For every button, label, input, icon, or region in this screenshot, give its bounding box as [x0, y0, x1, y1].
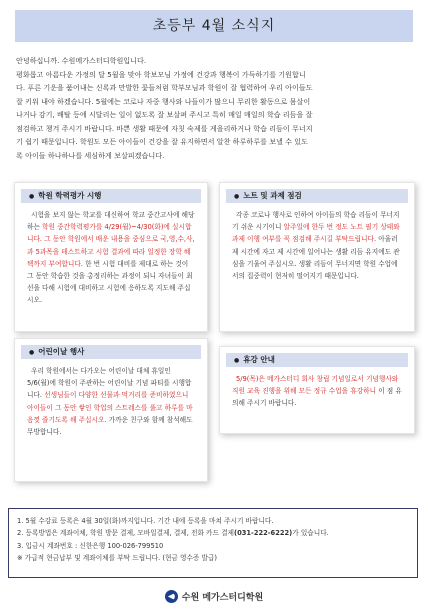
intro-line: 록 아이들 하나하나를 세심하게 보살피겠습니다. — [16, 150, 165, 160]
intro-line: 다. 푸른 기운을 품어내는 신록과 만발한 꽃들처럼 학부모님과 학원이 잘 협력하여 우리 아이들도 — [16, 83, 313, 92]
footer-brand-name: 수원 메가스터디학원 — [181, 593, 264, 603]
intro-paragraph — [12, 54, 416, 162]
notice-line — [17, 527, 409, 539]
holiday-text: 이 점 유의해 주시기 바랍니다. — [232, 387, 402, 408]
childrens-day-highlight: 선생님들이 다양한 선물과 먹거리를 준비하였으니 아이들이 그 동안 쌓인 학업의 스트레스를 풀고 하루를 마음껏 즐기도록 해 주십시오. — [27, 391, 193, 424]
intro-line: 평화롭고 아름다운 가정의 달 5월을 맞아 학보모님 가정에 건강과 행복이 가득하기를 기원합니 — [16, 69, 306, 79]
exam-text-2: 한 번 시험 대비를 제대로 하는 것이 그 동안 학습한 것을 총정리하는 과정이 되니 자녀들이 최선을 다해 시험에 대비하고 시험에 응하도록 지도해 주십시오. — [27, 259, 193, 305]
notice-phone: (031-222-6222) — [234, 529, 293, 538]
notice-line: 3. 입금시 계좌번호 : 신한은행 100-026-799510 — [17, 541, 164, 550]
childrens-day-card-body — [15, 359, 207, 438]
exam-card-header — [21, 189, 201, 203]
holiday-card-header — [226, 353, 408, 367]
holiday-highlight: 5/9(목)은 메가스터디 회사 창립 기념일로서 기념행사와 직원 교육 진행을 위해 모든 정규 수업을 휴강하니 — [232, 375, 399, 396]
notice-line: 1. 5월 수강료 등록은 4월 30일(화)까지입니다. 기간 내에 등록을 마쳐 주시기 바랍니다. — [17, 517, 274, 525]
homework-card-header — [226, 189, 408, 203]
childrens-day-card — [14, 338, 208, 482]
holiday-card — [219, 346, 415, 434]
notice-line-text: 2. 등록방법은 계좌이체, 학원 방문 결제, 모바일결제, 결제, 전화 카드 결제 — [17, 529, 235, 538]
exam-highlight: 학원 중간학력평가를 4/29(월)~4/30(화)에 실시합니다. 그 동안 학원에서 배운 내용을 중심으로 국,영,수,사,과 5과목을 테스트하고 시험 결과에 따라 일정한 장학 혜택까지 부여합니다. — [27, 223, 195, 268]
childrens-day-card-title: 어린이날 행사 — [38, 347, 85, 356]
bullet-icon: ● — [29, 349, 35, 356]
footer-brand — [0, 588, 428, 608]
notice-box — [8, 508, 418, 578]
homework-highlight: 알주일에 한두 번 정도 노트 필기 상태와 과제 이행 여부를 꼭 점검해 주시길 부탁드립니다. — [232, 223, 400, 244]
exam-card-body — [15, 203, 207, 307]
homework-text-2: 아울러 제 시간에 자고 제 시간에 일어나는 생활 리듬 유지에도 관심을 기울여 주십시오. 생활 리듬이 무너지면 학원 수업에서의 집중력이 현저히 떨어지기 때문입니다. — [232, 235, 400, 281]
intro-line: 잘 키워 내야 하겠습니다. 5월에는 코로나 자중 행사와 나들이가 많으니 무리한 활동으로 몸살이 — [16, 96, 311, 106]
homework-card-body — [220, 203, 414, 282]
holiday-card-title: 휴강 안내 — [243, 355, 275, 364]
exam-card — [14, 182, 208, 332]
bullet-icon: ● — [29, 193, 35, 200]
newsletter-title: 초등부 4월 소식지 — [15, 10, 413, 42]
academy-logo-icon — [165, 590, 178, 603]
childrens-day-text-2: 가까운 친구와 함께 참석해도 무방합니다. — [27, 415, 193, 437]
bullet-icon: ● — [234, 357, 240, 364]
intro-line: 안녕하십니까. 수원메가스터디학원입니다. — [16, 56, 147, 65]
childrens-day-card-header — [21, 345, 201, 359]
homework-card-title: 노트 및 과제 점검 — [243, 191, 302, 200]
intro-line: 기 쉽기 때문입니다. 학원도 모든 아이들이 건강을 잘 유지하면서 알찬 하루하루를 보낼 수 있도 — [16, 137, 308, 146]
intro-line: 점검하고 챙겨 주시기 바랍니다. 바쁜 생활 때문에 자칫 숙제를 게을리하거나 학습 리듬이 무너지 — [16, 123, 313, 133]
childrens-day-text: 우리 학원에서는 다가오는 어린이날 대체 휴일인 5/6(월)에 학원이 주관하는 어린이날 기념 파티를 시행합니다. — [27, 367, 192, 400]
homework-text: 각종 코로나 행사로 인하여 아이들의 학습 리듬이 무너지기 쉬운 시기이니 — [232, 211, 400, 232]
homework-card — [219, 182, 415, 332]
exam-text: 시험을 보지 않는 학교를 대신하여 학교 중간고사에 해당하는 — [27, 211, 195, 232]
bullet-icon: ● — [234, 193, 240, 200]
holiday-card-body — [220, 367, 414, 410]
exam-card-title: 학원 학력평가 시행 — [38, 191, 102, 200]
notice-line: ※ 가급적 현금납부 및 계좌이체를 부탁 드립니다. (현금 영수증 발급) — [17, 553, 218, 562]
intro-line: 나거나 감기, 배탈 등에 시달리는 일이 없도록 잘 보살펴 주시고 특히 매일 매일의 학습 리듬을 잘 — [16, 110, 313, 119]
notice-line-suffix: 가 있습니다. — [292, 529, 329, 538]
